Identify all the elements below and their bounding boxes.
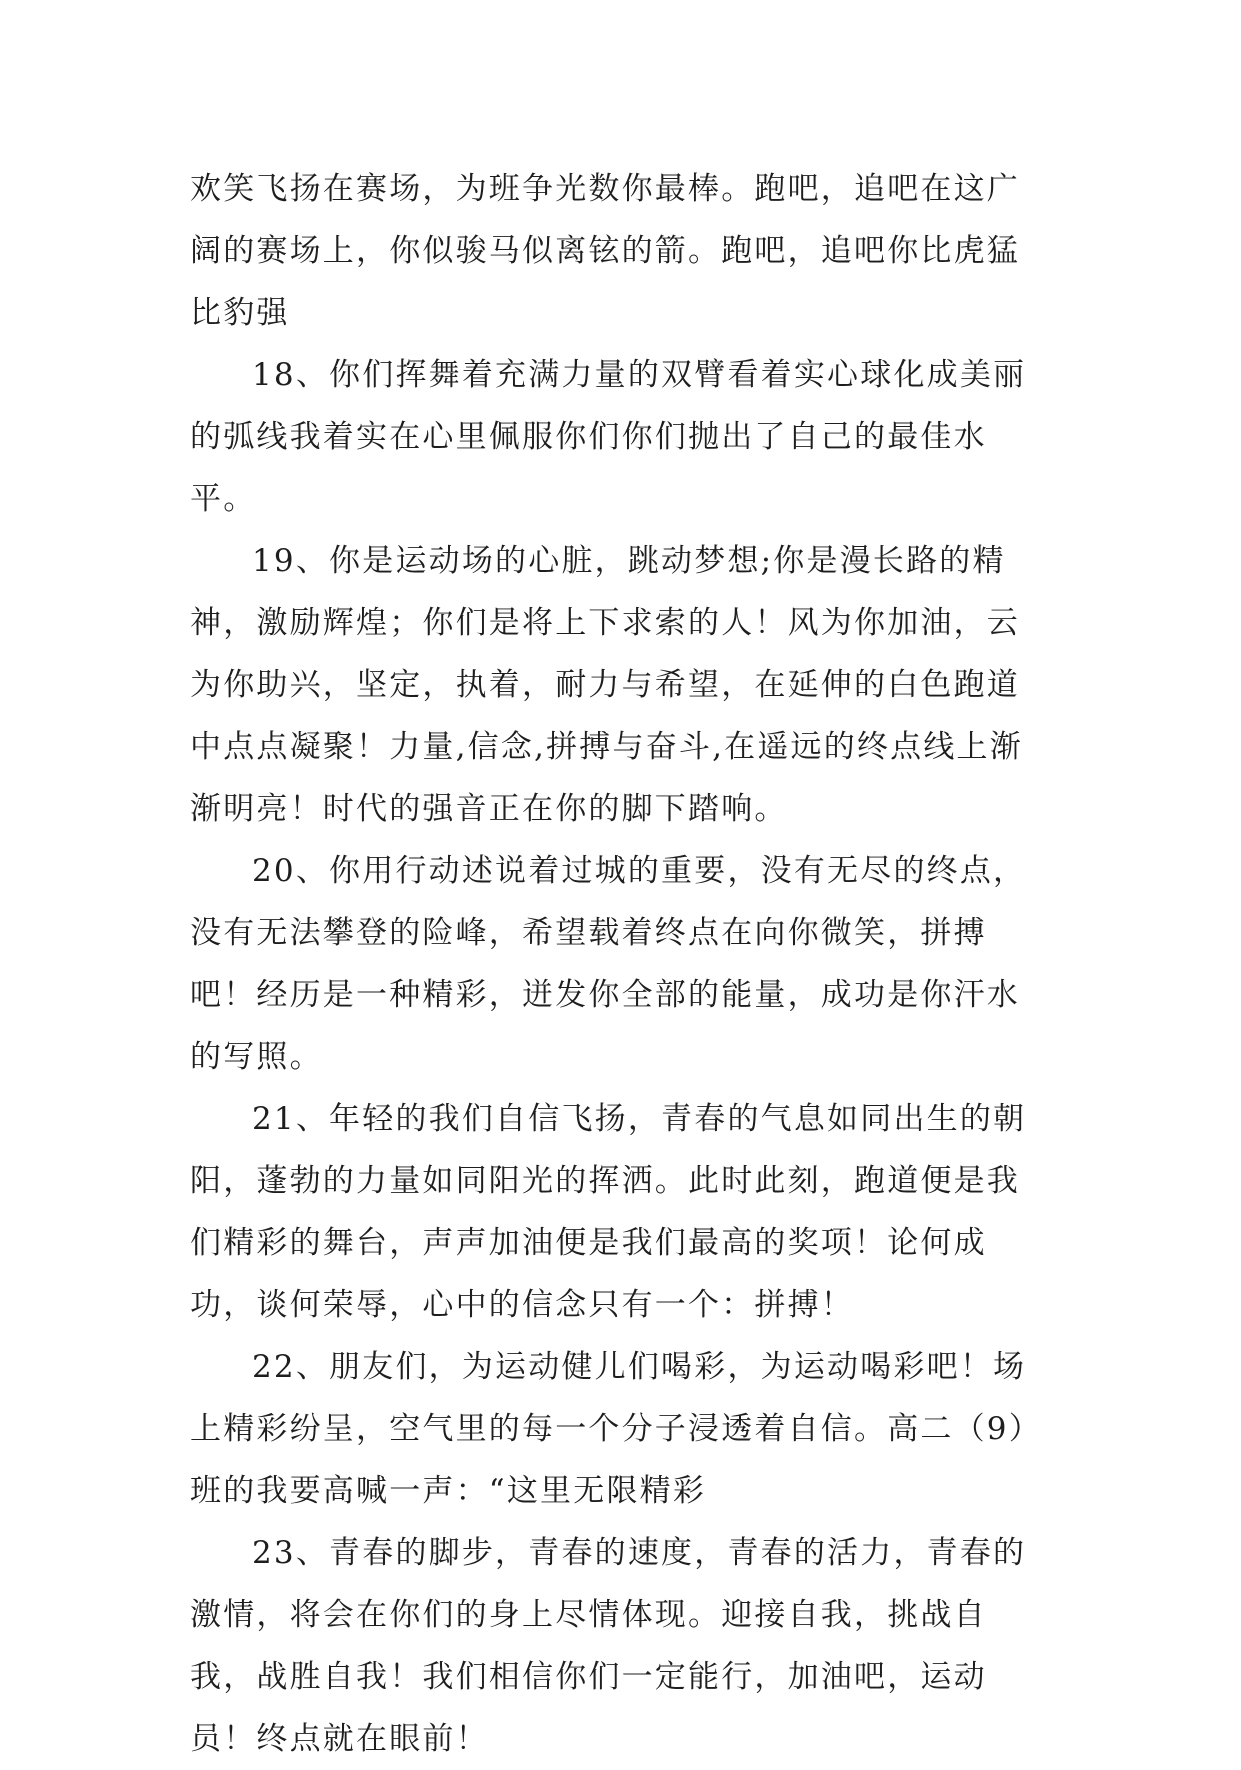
- paragraph-22: 22、朋友们，为运动健儿们喝彩，为运动喝彩吧！场上精彩纷呈，空气里的每一个分子浸透着自信。高二（9）班的我要高喊一声：“这里无限精彩: [190, 1349, 1042, 1509]
- paragraph-19: 19、你是运动场的心脏，跳动梦想;你是漫长路的精神，激励辉煌；你们是将上下求索的人！风为你加油，云为你助兴，坚定，执着，耐力与希望，在延伸的白色跑道中点点凝聚！力量,信念,拼搏与奋斗,在遥远的终点线上渐渐明亮！时代的强音正在你的脚下踏响。: [190, 543, 1023, 827]
- paragraph-20: 20、你用行动述说着过城的重要，没有无尽的终点，没有无法攀登的险峰，希望载着终点在向你微笑，拼搏吧！经历是一种精彩，迸发你全部的能量，成功是你汗水的写照。: [190, 853, 1027, 1075]
- paragraph-23: 23、青春的脚步，青春的速度，青春的活力，青春的激情，将会在你们的身上尽情体现。迎接自我，挑战自我，战胜自我！我们相信你们一定能行，加油吧，运动员！终点就在眼前！: [190, 1535, 1027, 1757]
- document-body: [190, 158, 1050, 1770]
- paragraph-21: 21、年轻的我们自信飞扬，青春的气息如同出生的朝阳，蓬勃的力量如同阳光的挥洒。此时此刻，跑道便是我们精彩的舞台，声声加油便是我们最高的奖项！论何成功，谈何荣辱，心中的信念只有一个：拼搏！: [190, 1101, 1027, 1323]
- paragraph-18: 18、你们挥舞着充满力量的双臂看着实心球化成美丽的弧线我着实在心里佩服你们你们抛出了自己的最佳水平。: [190, 357, 1027, 517]
- paragraph-continuation: 欢笑飞扬在赛场，为班争光数你最棒。跑吧，追吧在这广阔的赛场上，你似骏马似离铉的箭。跑吧，追吧你比虎猛比豹强: [190, 171, 1020, 331]
